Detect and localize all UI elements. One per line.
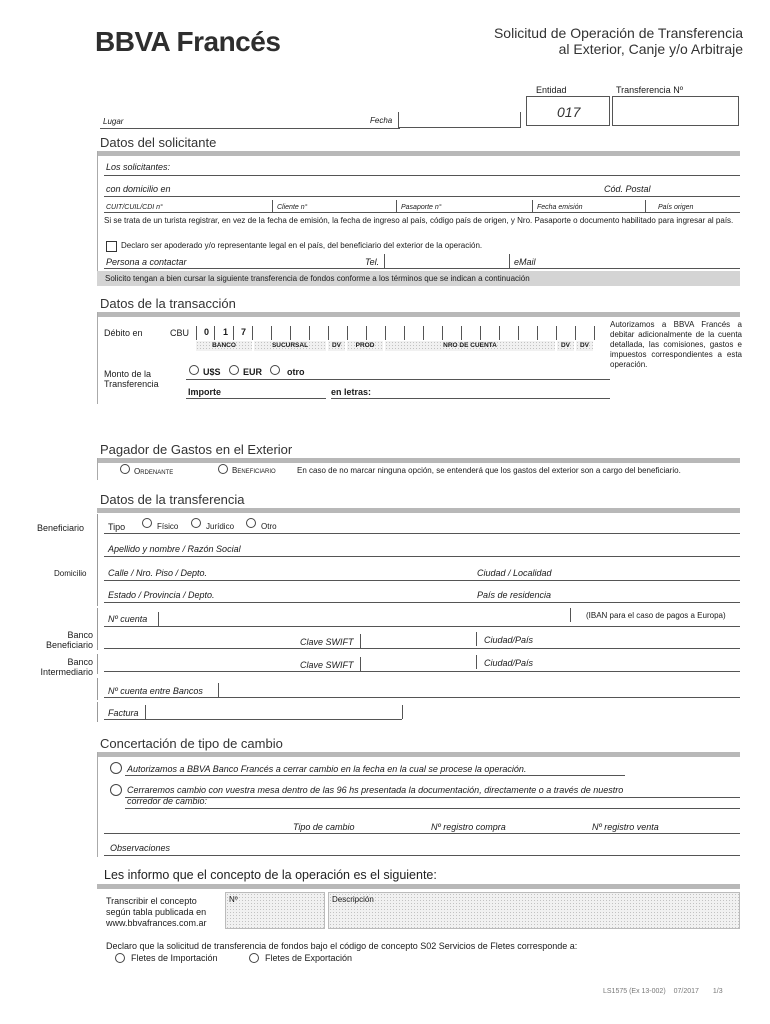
transcribir-line1: Transcribir el concepto [106, 896, 197, 906]
ciudad-pais-label: Ciudad/País [484, 635, 534, 645]
cbu-digit-3: 7 [241, 327, 247, 337]
solicitantes-label: Los solicitantes: [106, 162, 171, 172]
cbu-digit-2: 1 [223, 327, 229, 337]
registro-compra-label: Nº registro compra [431, 822, 506, 832]
cambio-option1-label: Autorizamos a BBVA Banco Francés a cerrar cambio en la fecha en la cual se procese la operación. [127, 764, 527, 774]
debito-label: Débito en [104, 328, 143, 338]
persona-contactar-label: Persona a contactar [106, 257, 187, 267]
cbu-field[interactable] [196, 326, 596, 340]
logo-text: BBVA Francés [95, 26, 281, 57]
segment-nro-cuenta: NRO DE CUENTA [385, 341, 555, 351]
pagador-note: En caso de no marcar ninguna opción, se entenderá que los gastos del exterior son a cargo del beneficiario. [297, 466, 681, 475]
cambio-option2-radio[interactable] [110, 784, 122, 796]
section-bar-transaccion [97, 312, 740, 317]
apellido-field[interactable] [104, 556, 740, 557]
pais-label: País de residencia [477, 590, 552, 600]
section-title-pagador: Pagador de Gastos en el Exterior [100, 442, 293, 457]
form-title-line1: Solicitud de Operación de Transferencia [493, 25, 743, 41]
importe-label: Importe [188, 387, 222, 397]
calle-label: Calle / Nro. Piso / Depto. [108, 568, 208, 578]
fletes-importacion-radio[interactable] [115, 953, 125, 963]
factura-label: Factura [108, 708, 139, 718]
section-title-transaccion: Datos de la transacción [100, 296, 236, 311]
transcribir-line3: www.bbvafrances.com.ar [106, 918, 207, 928]
concepto-nro-box[interactable] [225, 892, 325, 929]
pais-origen-label: País origen [658, 204, 694, 211]
transferencia-label: Transferencia Nº [616, 85, 683, 95]
currency-otro-radio[interactable] [270, 365, 280, 375]
section-bar-cambio [97, 752, 740, 757]
tipo-fisico-label: Físico [157, 522, 179, 531]
ciudad-label: Ciudad / Localidad [477, 568, 552, 578]
segment-prod: PROD [347, 341, 383, 351]
segment-sucursal: SUCURSAL [254, 341, 326, 351]
beneficiario-side-label: Beneficiario [37, 523, 85, 533]
lugar-field[interactable] [100, 128, 400, 129]
domicilio-side-label: Domicilio [54, 569, 87, 578]
tipo-juridico-radio[interactable] [191, 518, 201, 528]
banco-intermediario-side [30, 657, 93, 677]
banco-beneficiario-side [38, 630, 93, 650]
nro-cuenta-label: Nº cuenta [108, 614, 148, 624]
fletes-exportacion-radio[interactable] [249, 953, 259, 963]
section-title-transferencia: Datos de la transferencia [100, 492, 245, 507]
importe-letras-field[interactable] [331, 398, 610, 399]
banco-beneficiario-side-2: Beneficiario [45, 640, 93, 650]
tipo-otro-label: Otro [261, 522, 277, 531]
solicito-text: Solicito tengan a bien cursar la siguiente transferencia de fondos conforme a los términos que se indican a continuación [105, 274, 530, 283]
monto-field[interactable] [186, 379, 610, 380]
cuenta-bancos-label: Nº cuenta entre Bancos [108, 686, 203, 696]
fecha-field[interactable] [398, 127, 520, 128]
calle-field[interactable] [104, 580, 740, 581]
estado-label: Estado / Provincia / Depto. [108, 590, 215, 600]
nro-cuenta-field[interactable] [104, 626, 740, 627]
cliente-label: Cliente n° [277, 204, 308, 211]
section-title-cambio: Concertación de tipo de cambio [100, 736, 283, 751]
form-title-line2: al Exterior, Canje y/o Arbitraje [558, 41, 743, 57]
observaciones-label: Observaciones [110, 843, 171, 853]
declaro-text: Declaro que la solicitud de transferencia de fondos bajo el código de concepto S02 Servicios de Fletes corresponde a: [106, 941, 578, 951]
tipo-cambio-fields[interactable] [104, 833, 740, 834]
concepto-title: Les informo que el concepto de la operación es el siguiente: [104, 868, 437, 882]
form-title [494, 25, 743, 57]
beneficiario-gastos-radio[interactable] [218, 464, 228, 474]
banco-beneficiario-field[interactable] [104, 648, 740, 649]
domicilio-label: con domicilio en [106, 184, 171, 194]
concepto-descripcion-label: Descripción [332, 895, 374, 904]
tipo-fisico-radio[interactable] [142, 518, 152, 528]
footer-page: 1/3 [712, 988, 723, 995]
identificacion-fields[interactable] [104, 212, 740, 213]
pasaporte-label: Pasaporte n° [401, 204, 442, 211]
segment-banco: BANCO [196, 341, 252, 351]
apoderado-label: Declaro ser apoderado y/o representante legal en el país, del beneficiario del exterior de la operación. [121, 241, 483, 250]
footer-code: LS1575 (Ex 13-002) [603, 988, 666, 995]
entidad-value: 017 [557, 104, 581, 120]
fecha-label: Fecha [370, 116, 393, 125]
concepto-descripcion-box[interactable] [328, 892, 740, 929]
fletes-exportacion-label: Fletes de Exportación [265, 953, 353, 963]
tipo-field[interactable] [104, 533, 740, 534]
currency-usd-radio[interactable] [189, 365, 199, 375]
footer [603, 988, 723, 995]
cbu-label: CBU [170, 328, 190, 338]
observaciones-field[interactable] [104, 855, 740, 856]
segment-dv-2: DV [557, 341, 574, 351]
solicito-bar [97, 271, 740, 286]
transferencia-nro-box[interactable] [612, 96, 739, 126]
cambio-option2-line1: Cerraremos cambio con vuestra mesa dentro de las 96 hs presentada la documentación, directamente o a través de nuestro [127, 785, 624, 795]
currency-eur-radio[interactable] [229, 365, 239, 375]
concepto-nro-label: Nº [229, 895, 238, 904]
bbva-logo [95, 26, 280, 58]
fletes-importacion-label: Fletes de Importación [131, 953, 218, 963]
tipo-label: Tipo [108, 522, 126, 532]
cuenta-bancos-field[interactable] [104, 697, 740, 698]
domicilio-field[interactable] [104, 196, 740, 197]
apellido-label: Apellido y nombre / Razón Social [108, 544, 241, 554]
email-label: eMail [514, 257, 536, 267]
transcribir-line2: según tabla publicada en [106, 907, 207, 917]
footer-date: 07/2017 [673, 988, 699, 995]
section-bar-concepto [97, 884, 740, 889]
entidad-label: Entidad [536, 85, 567, 95]
monto-label: Monto de la Transferencia [104, 369, 159, 389]
banco-intermediario-side-1: Banco [67, 657, 93, 667]
apoderado-checkbox[interactable] [106, 241, 117, 252]
cbu-segments [196, 341, 596, 351]
banco-intermediario-field[interactable] [104, 671, 740, 672]
contacto-field[interactable] [104, 268, 740, 269]
section-bar-solicitante [97, 151, 740, 156]
clave-swift-label-2: Clave SWIFT [300, 660, 354, 670]
segment-dv-3: DV [576, 341, 593, 351]
en-letras-label: en letras: [331, 387, 372, 397]
currency-eur-label: EUR [243, 367, 263, 377]
fecha-emision-label: Fecha emisión [537, 204, 583, 211]
registro-venta-label: Nº registro venta [592, 822, 659, 832]
banco-beneficiario-side-1: Banco [67, 630, 93, 640]
cod-postal-label: Cód. Postal [604, 184, 651, 194]
transcribir-text [106, 896, 207, 929]
tel-label: Tel. [365, 257, 380, 267]
autorizamos-text: Autorizamos a BBVA Francés a debitar adicionalmente de la cuenta detallada, las comisiones, gastos e impuestos correspondientes a esta operación. [610, 320, 742, 369]
solicitantes-field[interactable] [104, 175, 740, 176]
section-bar-pagador [97, 458, 740, 463]
beneficiario-gastos-label: Beneficiario [232, 466, 276, 475]
lugar-label: Lugar [103, 117, 124, 126]
tipo-juridico-label: Jurídico [206, 522, 235, 531]
currency-usd-label: U$S [203, 367, 221, 377]
tipo-otro-radio[interactable] [246, 518, 256, 528]
factura-field[interactable] [104, 719, 402, 720]
entidad-box[interactable] [526, 96, 610, 126]
ordenante-label: Ordenante [134, 467, 174, 476]
cbu-digit-1: 0 [204, 327, 210, 337]
segment-dv-1: DV [328, 341, 345, 351]
iban-note: (IBAN para el caso de pagos a Europa) [586, 611, 726, 620]
cambio-option2-label [127, 785, 623, 807]
estado-field[interactable] [104, 602, 740, 603]
cambio-option1-radio[interactable] [110, 762, 122, 774]
ordenante-radio[interactable] [120, 464, 130, 474]
ciudad-pais-label-2: Ciudad/País [484, 658, 534, 668]
tipo-cambio-label: Tipo de cambio [293, 822, 355, 832]
banco-intermediario-side-2: Intermediario [40, 667, 93, 677]
cambio-option2-line2: corredor de cambio: [127, 796, 208, 806]
section-title-solicitante: Datos del solicitante [100, 135, 217, 150]
section-bar-transferencia [97, 508, 740, 513]
clave-swift-label: Clave SWIFT [300, 637, 354, 647]
corredor-field[interactable] [125, 808, 740, 809]
currency-otro-label: otro [287, 367, 305, 377]
turista-note: Si se trata de un turista registrar, en vez de la fecha de emisión, la fecha de ingreso al país, código país de origen, y Nro. Pasaporte o documento habilitado para ingresar al país. [104, 216, 734, 225]
cuit-label: CUIT/CUIL/CDI n° [106, 204, 163, 211]
